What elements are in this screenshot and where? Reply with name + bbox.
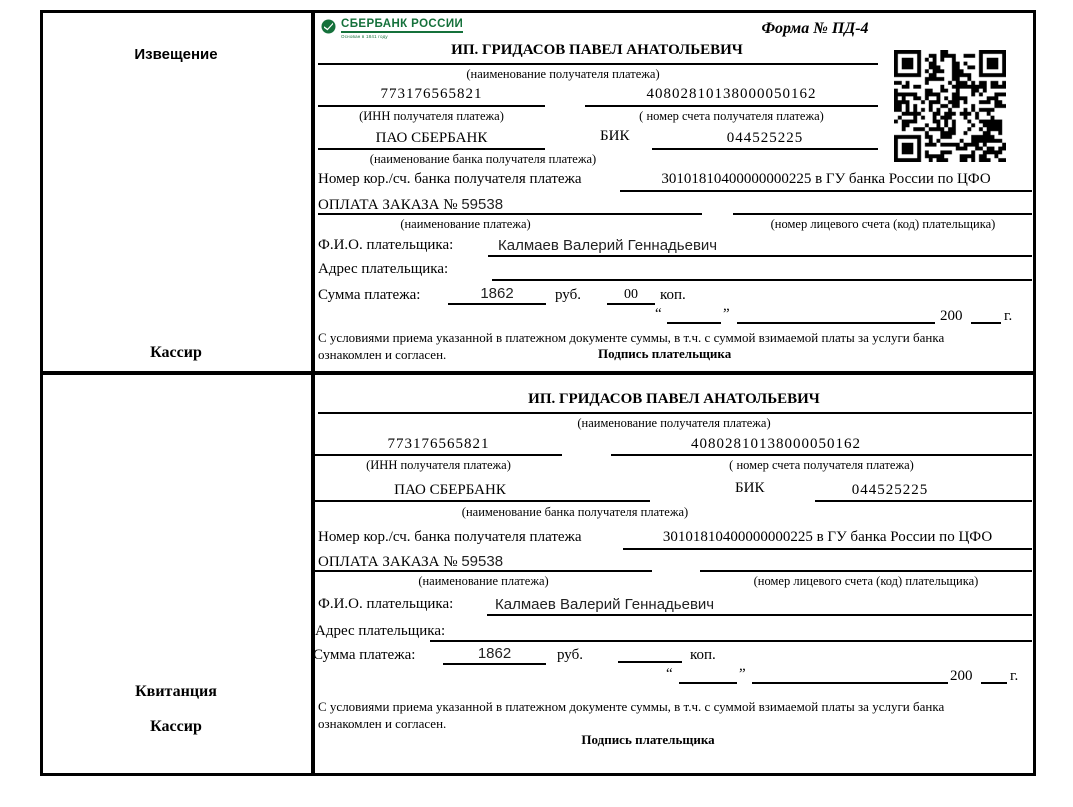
bank-underline-top — [318, 148, 545, 150]
corr-label-top: Номер кор./сч. банка получателя платежа — [318, 171, 582, 187]
cashier-label-bottom: Кассир — [150, 718, 202, 735]
bik-label-bottom: БИК — [735, 480, 765, 496]
agreement-line1-bottom: С условиями приема указанной в платежном документе суммы, в т.ч. с суммой взимаемой платы за услуги банка — [318, 699, 945, 714]
year-suffix-top: г. — [1004, 308, 1013, 324]
account-value-bottom: 40802810138000050162 — [691, 436, 861, 452]
agreement-line1-top: С условиями приема указанной в платежном документе суммы, в т.ч. с суммой взимаемой платы за услуги банка — [318, 330, 945, 345]
payment-caption-bottom: (наименование платежа) — [418, 574, 549, 588]
cashier-label-top: Кассир — [150, 344, 202, 361]
bank-caption-top: (наименование банка получателя платежа) — [369, 152, 597, 166]
year-prefix-top: 200 — [940, 308, 963, 324]
sberbank-logo-icon — [321, 19, 336, 34]
payer-underline-top — [488, 255, 1032, 257]
quote-close-bottom: ” — [739, 666, 746, 682]
corr-label-bottom: Номер кор./сч. банка получателя платежа — [318, 529, 582, 545]
sberbank-logo-tagline: Основан в 1841 году — [341, 34, 388, 39]
year-underline-top — [971, 322, 1001, 324]
payment-label-bottom: ОПЛАТА ЗАКАЗА № — [318, 554, 458, 570]
sum-kop-underline-bottom — [618, 661, 682, 663]
form-code: Форма № ПД-4 — [761, 20, 869, 37]
personal-account-caption-bottom: (номер лицевого счета (код) плательщика) — [753, 574, 979, 588]
date-month-underline-top — [737, 322, 935, 324]
address-underline-bottom — [430, 640, 1032, 642]
rub-label-top: руб. — [555, 287, 581, 303]
order-number-bottom: 59538 — [461, 553, 504, 570]
notice-label: Извещение — [134, 46, 218, 63]
bik-value-top: 044525225 — [726, 130, 804, 146]
payer-label-top: Ф.И.О. плательщика: — [318, 237, 454, 253]
inn-underline-bottom — [315, 454, 562, 456]
payee-caption-bottom: (наименование получателя платежа) — [577, 416, 771, 430]
payer-value-bottom: Калмаев Валерий Геннадьевич — [495, 596, 715, 613]
payee-name-top: ИП. ГРИДАСОВ ПАВЕЛ АНАТОЛЬЕВИЧ — [451, 42, 743, 58]
rub-label-bottom: руб. — [557, 647, 583, 663]
agreement-line2-bottom: ознакомлен и согласен. — [318, 716, 447, 731]
date-day-underline-bottom — [679, 682, 737, 684]
corr-underline-bottom — [623, 548, 1032, 550]
kop-label-bottom: коп. — [690, 647, 716, 663]
account-caption-top: ( номер счета получателя платежа) — [639, 109, 824, 123]
payer-underline-bottom — [487, 614, 1032, 616]
personal-account-caption-top: (номер лицевого счета (код) плательщика) — [770, 217, 996, 231]
personal-account-underline-bottom — [700, 570, 1032, 572]
payment-name-top — [318, 196, 503, 214]
quote-open-top: “ — [655, 306, 662, 322]
payer-value-top: Калмаев Валерий Геннадьевич — [498, 237, 718, 254]
quote-close-top: ” — [723, 306, 730, 322]
year-underline-bottom — [981, 682, 1007, 684]
account-underline-top — [585, 105, 878, 107]
payer-label-bottom: Ф.И.О. плательщика: — [318, 596, 454, 612]
sum-rub-value-top: 1862 — [448, 285, 546, 305]
bank-underline-bottom — [315, 500, 650, 502]
horizontal-divider — [40, 371, 1036, 375]
kop-label-top: коп. — [660, 287, 686, 303]
sberbank-logo-text: СБЕРБАНК РОССИИ — [341, 18, 463, 33]
sum-rub-value-bottom: 1862 — [443, 645, 546, 665]
corr-value-bottom: 30101810400000000225 в ГУ банка России по ЦФО — [662, 529, 993, 545]
payment-name-bottom — [318, 553, 503, 571]
account-value-top: 40802810138000050162 — [646, 86, 817, 102]
corr-underline-top — [620, 190, 1032, 192]
quote-open-bottom: “ — [666, 666, 673, 682]
sum-label-top: Сумма платежа: — [318, 287, 421, 303]
year-suffix-bottom: г. — [1010, 668, 1019, 684]
payment-underline-top — [318, 213, 702, 215]
sum-kop-value-top: 00 — [607, 287, 655, 305]
inn-caption-bottom: (ИНН получателя платежа) — [366, 458, 511, 472]
bank-value-bottom: ПАО СБЕРБАНК — [394, 482, 506, 498]
inn-value-bottom: 773176565821 — [387, 436, 490, 452]
bik-label-top: БИК — [600, 128, 630, 144]
order-number-top: 59538 — [461, 196, 504, 213]
payment-caption-top: (наименование платежа) — [400, 217, 531, 231]
bik-value-bottom: 044525225 — [851, 482, 929, 498]
receipt-label: Квитанция — [135, 683, 217, 700]
payee-underline-bottom — [318, 412, 1032, 414]
sum-label-bottom: Сумма платежа: — [313, 647, 416, 663]
agreement-line2-top: ознакомлен и согласен. — [318, 347, 447, 362]
bik-underline-bottom — [815, 500, 1032, 502]
inn-value-top: 773176565821 — [380, 86, 483, 102]
address-label-bottom: Адрес плательщика: — [315, 623, 446, 639]
signature-label-bottom: Подпись плательщика — [581, 732, 715, 747]
payee-caption-top: (наименование получателя платежа) — [466, 67, 660, 81]
year-prefix-bottom: 200 — [950, 668, 973, 684]
payee-underline-top — [318, 63, 878, 65]
bank-value-top: ПАО СБЕРБАНК — [375, 130, 488, 146]
inn-caption-top: (ИНН получателя платежа) — [359, 109, 504, 123]
bik-underline-top — [652, 148, 878, 150]
address-label-top: Адрес плательщика: — [318, 261, 449, 277]
payee-name-bottom: ИП. ГРИДАСОВ ПАВЕЛ АНАТОЛЬЕВИЧ — [528, 391, 820, 407]
qr-code — [894, 50, 1006, 162]
corr-value-top: 30101810400000000225 в ГУ банка России по ЦФО — [661, 171, 991, 187]
date-month-underline-bottom — [752, 682, 948, 684]
bank-caption-bottom: (наименование банка получателя платежа) — [461, 505, 689, 519]
personal-account-underline-top — [733, 213, 1032, 215]
address-underline-top — [492, 279, 1032, 281]
date-day-underline-top — [667, 322, 721, 324]
payment-label-top: ОПЛАТА ЗАКАЗА № — [318, 197, 458, 213]
account-caption-bottom: ( номер счета получателя платежа) — [729, 458, 914, 472]
account-underline-bottom — [611, 454, 1032, 456]
payment-underline-bottom — [315, 570, 652, 572]
inn-underline-top — [318, 105, 545, 107]
signature-label-top: Подпись плательщика — [598, 346, 732, 361]
